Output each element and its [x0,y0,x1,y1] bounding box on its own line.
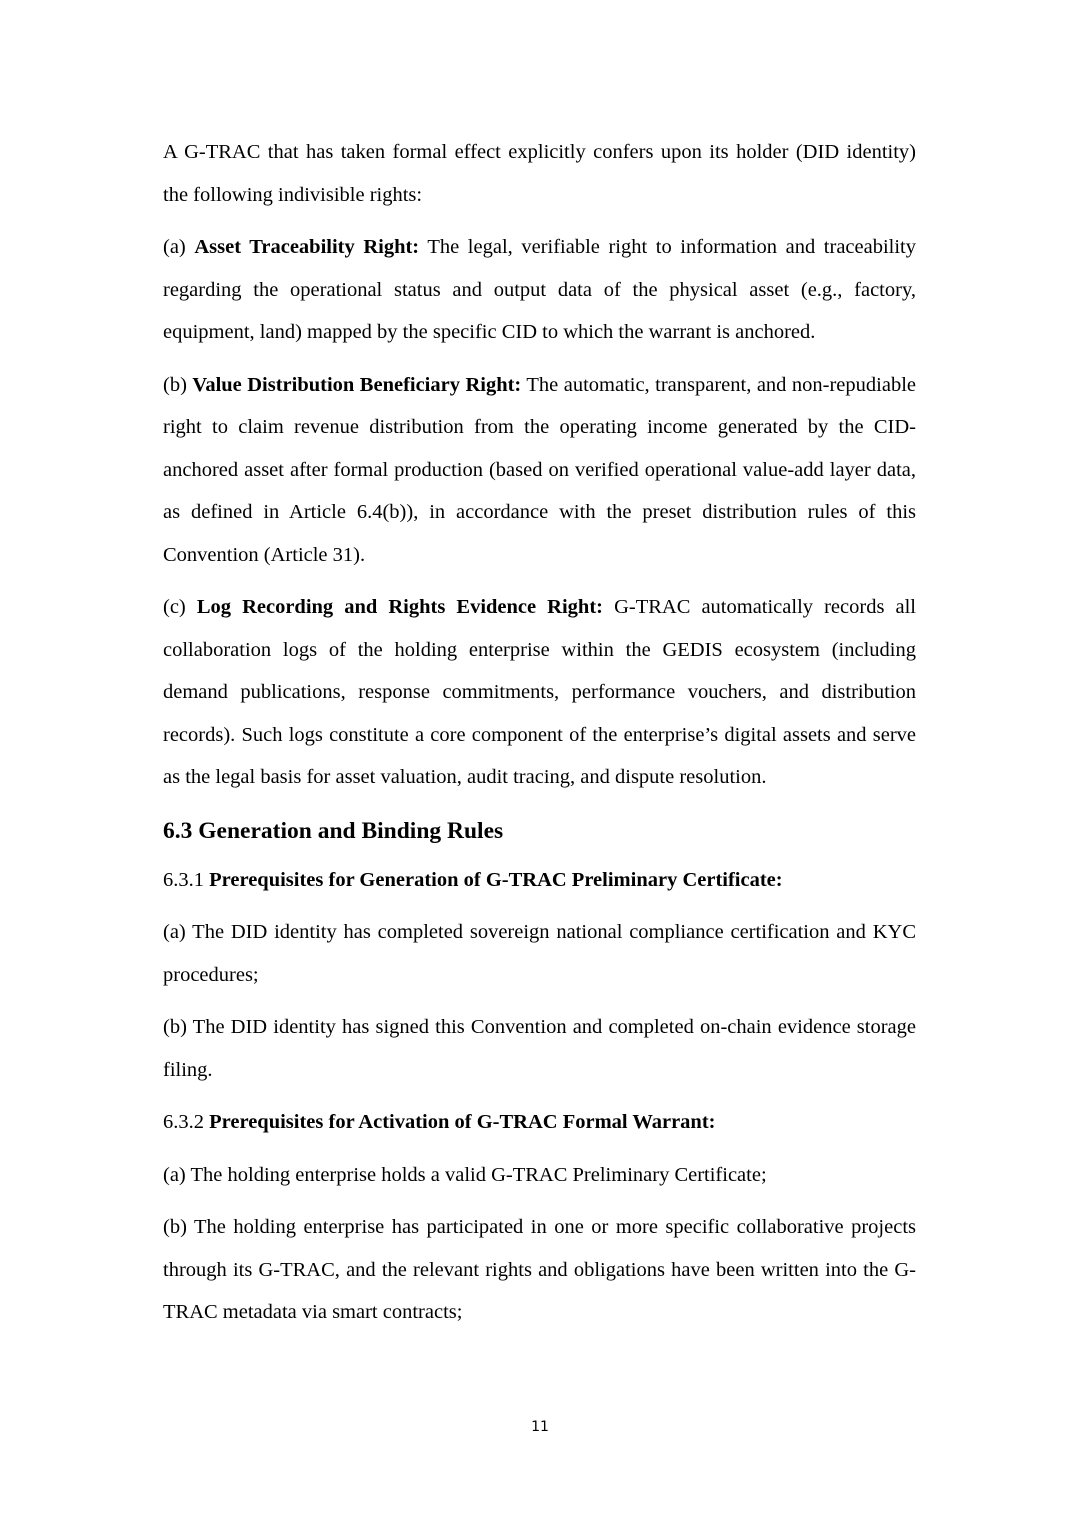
right-b-text: The automatic, transparent, and non-repudiable right to claim revenue distribution from the operating income generated by the CID-anchored asset after formal production (based on verified operational value-add layer data, as defined in Article 6.4(b)), in accordance with the preset distribution rules of this Convention (Article 31). [163,373,916,566]
section-heading: 6.3 Generation and Binding Rules [163,817,504,844]
right-a-title: Asset Traceability Right: [194,236,420,258]
subsection-632-number: 6.3.2 [163,1111,210,1133]
subsection-631-item-a: (a) The DID identity has completed sovereign national compliance certification and KYC procedures; [163,921,916,986]
subsection-631-item-b: (b) The DID identity has signed this Convention and completed on-chain evidence storage filing. [163,1016,916,1081]
document-body [163,131,916,1344]
subsection-631-title: Prerequisites for Generation of G-TRAC Preliminary Certificate: [209,868,783,891]
right-a-paragraph [163,226,916,354]
subsection-631-heading [163,859,916,902]
page-number: 11 [531,1419,549,1435]
right-c-text: G-TRAC automatically records all collaboration logs of the holding enterprise within the GEDIS ecosystem (including demand publications, response commitments, performance vouchers, and distribution records). Such logs constitute a core component of the enterprise’s digital assets and serve as the legal basis for asset valuation, audit tracing, and dispute resolution. [163,596,916,788]
right-b-title: Value Distribution Beneficiary Right: [192,373,522,396]
subsection-632-item-a: (a) The holding enterprise holds a valid G-TRAC Preliminary Certificate; [163,1163,767,1186]
right-a-text: The legal, verifiable right to information and traceability regarding the operational status and output data of the physical asset (e.g., factory, equipment, land) mapped by the specific CID to which the warrant is anchored. [163,236,917,343]
right-b-paragraph [163,364,916,577]
subsection-632-title: Prerequisites for Activation of G-TRAC Formal Warrant: [209,1111,716,1133]
subsection-632-item-b: (b) The holding enterprise has participated in one or more specific collaborative projects through its G-TRAC, and the relevant rights and obligations have been written into the G-TRAC metadata via smart contracts; [163,1216,916,1323]
subsection-632-heading [163,1101,916,1144]
right-c-prefix: (c) [163,596,197,618]
right-a-prefix: (a) [163,236,195,258]
intro-paragraph: A G-TRAC that has taken formal effect explicitly confers upon its holder (DID identity) the following indivisible rights: [163,141,916,206]
right-c-title: Log Recording and Rights Evidence Right: [196,596,603,618]
subsection-631-number: 6.3.1 [163,868,210,891]
right-c-paragraph [163,586,916,799]
right-b-prefix: (b) [163,373,193,396]
